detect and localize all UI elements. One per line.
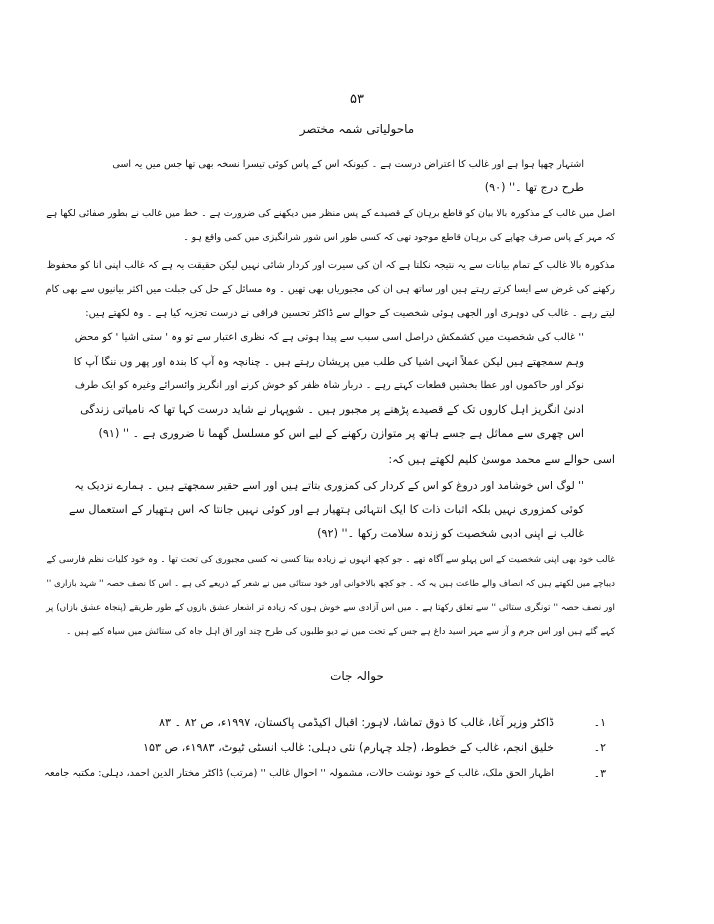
text-line: رکھنے کی غرض سے ایسا کرتے رہتے ہیں اور ساتھ ہی ان کی مجبوریاں بھی تھیں ۔ وہ مسائل کے حل کی جبلت میں اکثر بیانیوں سے بھی کام bbox=[45, 284, 615, 295]
text-line: کہ مہر کے پاس صرف چھاپے کی برہان قاطع موجود تھی کہ کسی طور اس شور شرانگیزی میں کمی واقع ہو ۔ bbox=[183, 232, 615, 243]
reference-text: خلیق انجم، غالب کے خطوط، (جلد چہارم) نئی دہلی: غالب انسٹی ٹیوٹ، ۱۹۸۳ء، ص ۱۵۳ bbox=[142, 741, 554, 754]
text-line: کہے گئے ہیں اور اس جرم و آز سے مہر اسید داغ ہے جس کے تحت میں نے دیو طلبوں کی طرح چند اور اق اہل جاہ کی ستائش میں سیاہ کیے ہیں ۔ bbox=[66, 627, 615, 637]
reference-number: ۳۔ bbox=[593, 767, 606, 780]
reference-number: ۲۔ bbox=[593, 741, 606, 754]
reference-text: اظہار الحق ملک، غالب کے خود نوشت حالات، مشمولہ '' احوال غالب '' (مرتب) ڈاکٹر مختار الدین احمد، دہلی: مکتبہ جامعہ bbox=[44, 768, 554, 779]
page-number: ۵۳ bbox=[350, 92, 364, 107]
text-line: '' لوگ اس خوشامد اور دروغ کو اس کے کردار کی کمزوری بتاتے ہیں اور اسے حقیر سمجھتے ہیں ۔ ہمارے نزدیک یہ bbox=[74, 479, 584, 492]
text-line: دیباچے میں لکھتے ہیں کہ انصاف والے طاعت ہیں یہ کہ ۔ جو کچھ بالاخوانی اور خود ستائی میں نے شعر کے ذریعے کی ہے ۔ اس کا نصف حصہ '' شہد بازاری '' bbox=[46, 579, 615, 589]
section-heading: ماحولیاتی شمہ مختصر bbox=[299, 122, 415, 136]
text-line: '' غالب کی شخصیت میں کشمکش دراصل اسی سبب سے پیدا ہوتی ہے کہ نظری اعتبار سے تو وہ ' ستی اشیا ' کو محض bbox=[74, 332, 584, 343]
text-line: لیتے رہے ۔ غالب کی دوہری اور الجھی ہوئی شخصیت کے حوالے سے ڈاکٹر تحسین فراقی نے درست تجزیہ کیا ہے ۔ وہ لکھتے ہیں: bbox=[85, 308, 615, 319]
text-line: طرح درج تھا ۔'' (۹۰) bbox=[484, 181, 584, 194]
text-line: اسی حوالے سے محمد موسیٰ کلیم لکھتے ہیں کہ: bbox=[388, 453, 615, 466]
reference-text: ڈاکٹر وزیر آغا، غالب کا ذوق تماشا، لاہور: اقبال اکیڈمی پاکستان، ۱۹۹۷ء، ص ۸۲ ۔ ۸۳ bbox=[159, 716, 554, 729]
text-line: وہم سمجھتے ہیں لیکن عملاً انہی اشیا کی طلب میں پریشان رہتے ہیں ۔ چنانچہ وہ آپ کا بندہ اور پھر وں ننگا آپ کا bbox=[73, 356, 584, 368]
reference-number: ۱۔ bbox=[593, 716, 606, 729]
text-line: اس چھری سے مماثل ہے جسے ہاتھ پر متوازن رکھنے کے لیے اس کو مسلسل گھما نا ضروری ہے ۔ '' (۹۱) bbox=[98, 427, 584, 440]
text-line: مذکورہ بالا غالب کے تمام بیانات سے یہ نتیجہ نکلتا ہے کہ ان کی سیرت اور کردار شائی نہیں لیکن حقیقت یہ ہے کہ غالب اپنی انا کو محفوظ bbox=[46, 260, 615, 271]
text-line: نوکر اور حاکموں اور عطا بخشیں قطعات کہتے رہے ۔ دربار شاہ ظفر کو خوش کرنے اور انگریز وائسرائے وغیرہ کو ایک طرف bbox=[74, 380, 584, 391]
text-line: اشتہار چھپا ہوا ہے اور غالب کا اعتراض درست ہے ۔ کیونکہ اس کے پاس کوئی تیسرا نسخہ بھی تھا جس میں یہ اسی bbox=[112, 159, 584, 170]
text-line: غالب خود بھی اپنی شخصیت کے اس پہلو سے آگاہ تھے ۔ جو کچھ انہوں نے زیادہ بیتا کسی نہ کسی مجبوری کی تحت تھا ۔ وہ خود کلیات نظم فارسی کے bbox=[46, 555, 615, 565]
text-line: کوئی کمزوری نہیں بلکہ اثبات ذات کا ایک انتہائی ہتھیار ہے اور کوئی نہیں جانتا کہ اس ہتھیار کے استعمال سے bbox=[68, 503, 584, 516]
references-heading: حوالہ جات bbox=[330, 669, 384, 683]
text-line: غالب نے اپنی ادبی شخصیت کو زندہ سلامت رکھا ۔'' (۹۲) bbox=[317, 527, 584, 540]
text-line: اصل میں غالب کے مذکورہ بالا بیان کو قاطع برہان کے قصیدے کے پس منظر میں دیکھنے کی ضرورت ہے ۔ خط میں غالب نے بطور صفائی لکھا ہے bbox=[46, 208, 615, 219]
text-line: ادنیٰ انگریز اہل کاروں تک کے قصیدے پڑھنے پر مجبور ہیں ۔ شوپہار نے شاید درست کہا تھا کہ نامیاتی زندگی bbox=[80, 403, 584, 416]
text-line: اور نصف حصہ '' تونگری ستائی '' سے تعلق رکھتا ہے ۔ میں اس آزادی سے خوش ہوں کہ زیادہ تر اشعار عشق بازوں کے طور طریقے (پنجاہ عشق بازاں) پر bbox=[46, 603, 615, 613]
